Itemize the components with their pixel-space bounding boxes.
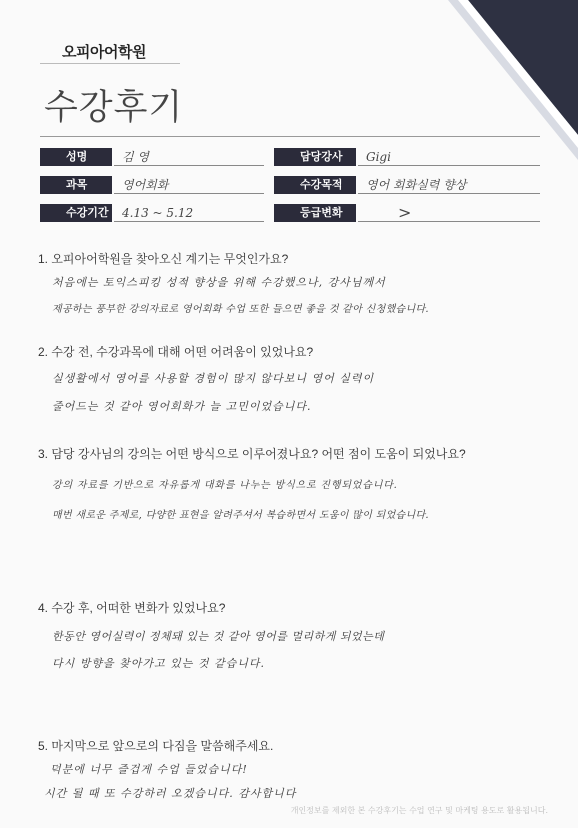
question-4: 4. 수강 후, 어떠한 변화가 있었나요? [38, 601, 226, 615]
info-row-period [40, 204, 540, 224]
page-title: 수강후기 [44, 88, 184, 128]
name-label: 성명 [40, 148, 112, 166]
course-value: 영어회화 [114, 176, 264, 194]
answer-5-line-2: 시간 될 때 또 수강하러 오겠습니다. 감사합니다 [44, 787, 297, 800]
teacher-label: 담당강사 [274, 148, 356, 166]
purpose-label: 수강목적 [274, 176, 356, 194]
answer-1-line-1: 처음에는 토익스피킹 성적 향상을 위해 수강했으나, 강사님께서 [52, 276, 386, 289]
answer-4-line-2: 다시 방향을 찾아가고 있는 것 같습니다. [52, 657, 265, 670]
info-row-course [40, 176, 540, 196]
answer-3-line-1: 강의 자료를 기반으로 자유롭게 대화를 나누는 방식으로 진행되었습니다. [52, 480, 398, 491]
answer-2-line-2: 줄어드는 것 같아 영어회화가 늘 고민이었습니다. [52, 400, 312, 413]
period-value: 4.13 ~ 5.12 [114, 204, 264, 222]
question-2: 2. 수강 전, 수강과목에 대해 어떤 어려움이 있었나요? [38, 345, 314, 359]
question-1: 1. 오피아어학원을 찾아오신 계기는 무엇인가요? [38, 252, 289, 266]
name-value: 김 영 [114, 148, 264, 166]
question-5: 5. 마지막으로 앞으로의 다짐을 말씀해주세요. [38, 739, 274, 753]
answer-2-line-1: 실생활에서 영어를 사용할 경험이 많지 않다보니 영어 실력이 [52, 372, 375, 385]
academy-logo: 오피아어학원 [62, 43, 146, 61]
answer-4-line-1: 한동안 영어실력이 정체돼 있는 것 같아 영어를 멀리하게 되었는데 [52, 630, 385, 643]
answer-1-line-2: 제공하는 풍부한 강의자료로 영어회화 수업 또한 들으면 좋을 것 같아 신청했습니다. [52, 304, 429, 315]
title-divider [40, 136, 540, 137]
answer-3-line-2: 매번 새로운 주제로, 다양한 표현을 알려주셔서 복습하면서 도움이 많이 되었습니다. [52, 510, 429, 521]
footer-note: 개인정보를 제외한 본 수강후기는 수업 연구 및 마케팅 용도로 활용됩니다. [290, 806, 548, 815]
info-row-name [40, 148, 540, 168]
grade-label: 등급변화 [274, 204, 356, 222]
question-3: 3. 담당 강사님의 강의는 어떤 방식으로 이루어졌나요? 어떤 점이 도움이 되었나요? [38, 447, 466, 461]
grade-value: > [358, 204, 540, 222]
logo-divider [40, 63, 180, 64]
answer-5-line-1: 덕분에 너무 즐겁게 수업 들었습니다! [50, 763, 248, 776]
course-label: 과목 [40, 176, 112, 194]
teacher-value: Gigi [358, 148, 540, 166]
period-label: 수강기간 [40, 204, 112, 222]
purpose-value: 영어 회화실력 향상 [358, 176, 540, 194]
